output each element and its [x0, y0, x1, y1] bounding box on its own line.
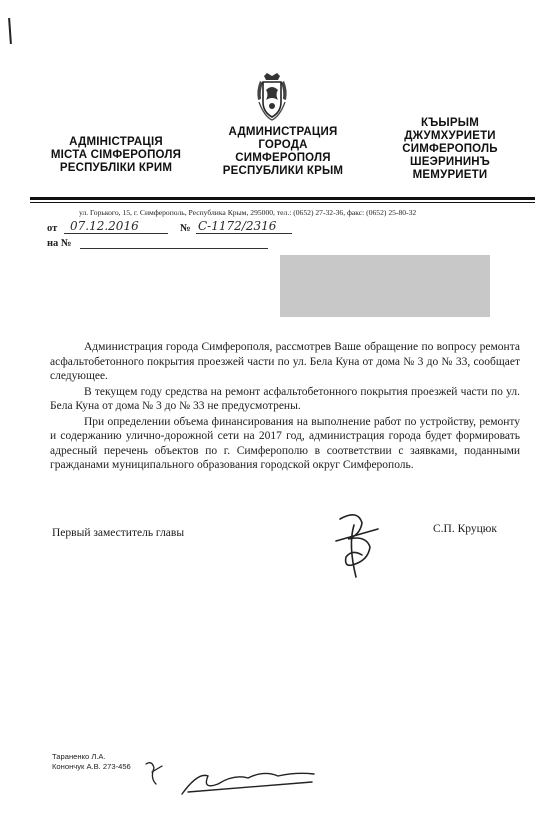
number-sign: №: [180, 223, 191, 234]
reply-label: на №: [47, 238, 72, 249]
scan-artifact-mark: [8, 18, 12, 44]
header-line: КЪЫРЫМ: [421, 117, 479, 129]
coat-of-arms-icon: [254, 72, 290, 122]
header-ukrainian: [48, 136, 184, 175]
header-russian: [213, 126, 353, 178]
header-line: АДМІНІСТРАЦІЯ: [69, 136, 163, 148]
executors: [52, 752, 131, 772]
header-line: СИМФЕРОПОЛЬ: [402, 143, 498, 155]
body-paragraph: В текущем году средства на ремонт асфальтобетонного покрытия проезжей части по ул. Бела Куна от дома № 3 до № 33 не предусмотрены.: [50, 385, 520, 412]
header-divider-thin: [30, 202, 535, 203]
approval-signature: [178, 762, 318, 798]
body-paragraph: При определении объема финансирования на выполнение работ по устройству, ремонту и содержанию улично-дорожной сети на 2017 год, администрация города будет формировать адресный перечень объектов по г. Симферополю в соответствии с заявками, поданными гражданами муниципального образования городской округ Симферополь.: [50, 415, 520, 471]
initials-mark: [142, 758, 166, 788]
from-label: от: [47, 223, 58, 234]
signer-name: С.П. Круцюк: [433, 523, 497, 535]
executor-line: Конончук А.В. 273-456: [52, 762, 131, 771]
header-line: РЕСПУБЛІКИ КРИМ: [59, 162, 173, 174]
header-line: РЕСПУБЛИКИ КРЫМ: [222, 165, 344, 177]
header-line: ШЕЭРИНИНЪ: [409, 156, 491, 168]
header-crimean-tatar: [380, 117, 520, 182]
header-line: ДЖУМХУРИЕТИ: [404, 130, 496, 142]
header-line: АДМИНИСТРАЦИЯ: [228, 126, 338, 138]
date-handwritten: 07.12.2016: [70, 219, 139, 233]
signer-position: Первый заместитель главы: [52, 527, 185, 539]
redacted-addressee: [280, 255, 490, 317]
date-field: [64, 219, 168, 234]
address-line: ул. Горького, 15, г. Симферополь, Республика Крым, 295000, тел.: (0652) 27-32-36, факс: (0652) 25-80-32: [79, 208, 417, 217]
header-line: МІСТА СІМФЕРОПОЛЯ: [50, 149, 182, 161]
letter-body: [50, 340, 520, 474]
number-field: [196, 219, 292, 234]
header-line: ГОРОДА: [258, 139, 308, 151]
reply-field: [80, 238, 268, 249]
executor-line: Тараненко Л.А.: [52, 752, 106, 761]
body-paragraph: Администрация города Симферополя, рассмотрев Ваше обращение по вопросу ремонта асфальтобетонного покрытия проезжей части по ул. Бела Куна от дома № 3 до № 33, сообщает следующее.: [50, 341, 520, 382]
header-line: СИМФЕРОПОЛЯ: [235, 152, 331, 164]
number-handwritten: С-1172/2316: [198, 219, 277, 233]
header-divider: [30, 197, 535, 200]
header-line: МЕМУРИЕТИ: [412, 169, 488, 181]
signature-image: [318, 505, 398, 585]
